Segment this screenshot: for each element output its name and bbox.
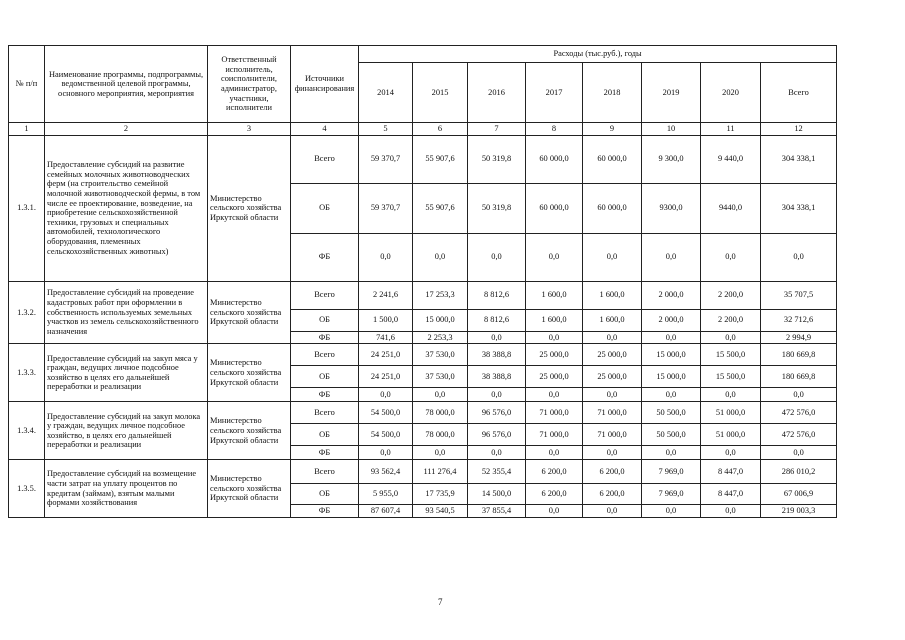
total-value: 286 010,2 (761, 460, 837, 484)
year-value: 59 370,7 (359, 183, 413, 233)
funding-source: Всего (291, 402, 359, 424)
year-value: 78 000,0 (413, 424, 468, 446)
item-name: Предоставление субсидий на развитие семейных молочных животноводческих ферм (на строительство семейной молочной животноводческой фермы, в том числе ее проектирование, возведение, на приобретение сельскохозяйственной техники, грузовых и специальных автомобилей, технологического оборудования, племенных сельскохозяйственных животных) (45, 135, 208, 281)
year-value: 50 500,0 (642, 424, 701, 446)
year-value: 111 276,4 (413, 460, 468, 484)
year-value: 0,0 (701, 505, 761, 518)
year-value: 71 000,0 (583, 402, 642, 424)
year-value: 0,0 (583, 233, 642, 281)
funding-source: Всего (291, 135, 359, 183)
total-value: 472 576,0 (761, 402, 837, 424)
year-value: 0,0 (583, 505, 642, 518)
year-value: 6 200,0 (583, 484, 642, 505)
year-value: 0,0 (642, 446, 701, 460)
year-value: 0,0 (526, 505, 583, 518)
column-number: 7 (468, 123, 526, 136)
year-value: 7 969,0 (642, 484, 701, 505)
total-value: 219 003,3 (761, 505, 837, 518)
year-value: 741,6 (359, 331, 413, 344)
item-responsible: Министерство сельского хозяйства Иркутской области (208, 281, 291, 344)
year-value: 2 200,0 (701, 281, 761, 309)
year-value: 8 812,6 (468, 281, 526, 309)
column-number: 1 (9, 123, 45, 136)
total-value: 180 669,8 (761, 344, 837, 366)
funding-source: ФБ (291, 331, 359, 344)
year-value: 50 319,8 (468, 183, 526, 233)
year-value: 60 000,0 (583, 183, 642, 233)
year-value: 6 200,0 (526, 484, 583, 505)
year-value: 17 253,3 (413, 281, 468, 309)
table-row (9, 281, 837, 309)
funding-source: Всего (291, 460, 359, 484)
funding-source: ОБ (291, 424, 359, 446)
year-value: 0,0 (701, 388, 761, 402)
year-value: 0,0 (468, 388, 526, 402)
header-source: Источники финансирования (291, 46, 359, 123)
year-value: 2 241,6 (359, 281, 413, 309)
year-value: 0,0 (359, 446, 413, 460)
funding-source: Всего (291, 344, 359, 366)
year-value: 38 388,8 (468, 344, 526, 366)
item-number: 1.3.1. (9, 135, 45, 281)
header-year: 2016 (468, 63, 526, 123)
year-value: 6 200,0 (583, 460, 642, 484)
column-number: 6 (413, 123, 468, 136)
year-value: 0,0 (468, 446, 526, 460)
year-value: 52 355,4 (468, 460, 526, 484)
year-value: 55 907,6 (413, 183, 468, 233)
header-name: Наименование программы, подпрограммы, ведомственной целевой программы, основного мероприятия, мероприятия (45, 46, 208, 123)
header-row-1 (9, 46, 837, 63)
year-value: 6 200,0 (526, 460, 583, 484)
year-value: 1 600,0 (526, 281, 583, 309)
year-value: 0,0 (359, 233, 413, 281)
year-value: 0,0 (526, 331, 583, 344)
year-value: 1 500,0 (359, 309, 413, 331)
funding-source: Всего (291, 281, 359, 309)
funding-source: ФБ (291, 446, 359, 460)
year-value: 14 500,0 (468, 484, 526, 505)
funding-source: ФБ (291, 505, 359, 518)
item-number: 1.3.3. (9, 344, 45, 402)
year-value: 9 300,0 (642, 135, 701, 183)
year-value: 96 576,0 (468, 402, 526, 424)
table-row (9, 344, 837, 366)
column-number: 8 (526, 123, 583, 136)
year-value: 0,0 (701, 446, 761, 460)
year-value: 24 251,0 (359, 344, 413, 366)
column-number: 3 (208, 123, 291, 136)
year-value: 38 388,8 (468, 366, 526, 388)
year-value: 50 319,8 (468, 135, 526, 183)
year-value: 71 000,0 (526, 402, 583, 424)
table-row (9, 402, 837, 424)
year-value: 37 530,0 (413, 366, 468, 388)
year-value: 8 812,6 (468, 309, 526, 331)
budget-table (8, 45, 837, 518)
header-year: 2014 (359, 63, 413, 123)
year-value: 0,0 (468, 331, 526, 344)
year-value: 0,0 (526, 446, 583, 460)
year-value: 8 447,0 (701, 460, 761, 484)
item-responsible: Министерство сельского хозяйства Иркутской области (208, 135, 291, 281)
year-value: 0,0 (583, 388, 642, 402)
year-value: 5 955,0 (359, 484, 413, 505)
year-value: 24 251,0 (359, 366, 413, 388)
column-number: 9 (583, 123, 642, 136)
year-value: 0,0 (526, 388, 583, 402)
column-number: 10 (642, 123, 701, 136)
year-value: 25 000,0 (583, 344, 642, 366)
header-responsible: Ответственный исполнитель, соисполнители, администратор, участники, исполнители (208, 46, 291, 123)
header-total: Всего (761, 63, 837, 123)
year-value: 0,0 (642, 388, 701, 402)
year-value: 93 540,5 (413, 505, 468, 518)
year-value: 60 000,0 (526, 135, 583, 183)
item-number: 1.3.4. (9, 402, 45, 460)
header-year: 2020 (701, 63, 761, 123)
year-value: 1 600,0 (526, 309, 583, 331)
year-value: 7 969,0 (642, 460, 701, 484)
year-value: 54 500,0 (359, 424, 413, 446)
year-value: 0,0 (413, 388, 468, 402)
year-value: 0,0 (526, 233, 583, 281)
year-value: 78 000,0 (413, 402, 468, 424)
column-number: 5 (359, 123, 413, 136)
year-value: 37 855,4 (468, 505, 526, 518)
year-value: 25 000,0 (583, 366, 642, 388)
funding-source: ОБ (291, 484, 359, 505)
funding-source: ФБ (291, 388, 359, 402)
year-value: 1 600,0 (583, 281, 642, 309)
total-value: 32 712,6 (761, 309, 837, 331)
year-value: 0,0 (701, 233, 761, 281)
item-responsible: Министерство сельского хозяйства Иркутской области (208, 344, 291, 402)
year-value: 87 607,4 (359, 505, 413, 518)
funding-source: ФБ (291, 233, 359, 281)
total-value: 0,0 (761, 233, 837, 281)
year-value: 2 200,0 (701, 309, 761, 331)
year-value: 0,0 (583, 331, 642, 344)
funding-source: ОБ (291, 309, 359, 331)
header-year: 2019 (642, 63, 701, 123)
year-value: 25 000,0 (526, 366, 583, 388)
year-value: 1 600,0 (583, 309, 642, 331)
total-value: 35 707,5 (761, 281, 837, 309)
year-value: 51 000,0 (701, 424, 761, 446)
year-value: 8 447,0 (701, 484, 761, 505)
year-value: 60 000,0 (583, 135, 642, 183)
year-value: 0,0 (642, 233, 701, 281)
year-value: 9300,0 (642, 183, 701, 233)
year-value: 15 500,0 (701, 344, 761, 366)
year-value: 2 000,0 (642, 281, 701, 309)
year-value: 0,0 (583, 446, 642, 460)
total-value: 0,0 (761, 388, 837, 402)
item-responsible: Министерство сельского хозяйства Иркутской области (208, 460, 291, 518)
year-value: 15 000,0 (642, 344, 701, 366)
year-value: 2 253,3 (413, 331, 468, 344)
header-year: 2017 (526, 63, 583, 123)
page-number: 7 (438, 597, 443, 607)
year-value: 15 000,0 (642, 366, 701, 388)
year-value: 71 000,0 (526, 424, 583, 446)
table-row (9, 460, 837, 484)
column-number: 12 (761, 123, 837, 136)
header-num: № п/п (9, 46, 45, 123)
year-value: 54 500,0 (359, 402, 413, 424)
year-value: 0,0 (413, 446, 468, 460)
year-value: 0,0 (359, 388, 413, 402)
item-name: Предоставление субсидий на закуп молока у граждан, ведущих личное подсобное хозяйство, в целях его дальнейшей переработки и реализации (45, 402, 208, 460)
item-name: Предоставление субсидий на проведение кадастровых работ при оформлении в собственность используемых земельных участков из земель сельскохозяйственного назначения (45, 281, 208, 344)
total-value: 2 994,9 (761, 331, 837, 344)
year-value: 0,0 (642, 331, 701, 344)
header-year: 2015 (413, 63, 468, 123)
funding-source: ОБ (291, 366, 359, 388)
year-value: 9 440,0 (701, 135, 761, 183)
header-expenses: Расходы (тыс.руб.), годы (359, 46, 837, 63)
funding-source: ОБ (291, 183, 359, 233)
year-value: 96 576,0 (468, 424, 526, 446)
column-number: 11 (701, 123, 761, 136)
column-number-row (9, 123, 837, 136)
total-value: 0,0 (761, 446, 837, 460)
item-number: 1.3.5. (9, 460, 45, 518)
year-value: 0,0 (642, 505, 701, 518)
year-value: 55 907,6 (413, 135, 468, 183)
year-value: 60 000,0 (526, 183, 583, 233)
total-value: 304 338,1 (761, 135, 837, 183)
year-value: 15 000,0 (413, 309, 468, 331)
item-number: 1.3.2. (9, 281, 45, 344)
year-value: 59 370,7 (359, 135, 413, 183)
total-value: 67 006,9 (761, 484, 837, 505)
year-value: 51 000,0 (701, 402, 761, 424)
year-value: 17 735,9 (413, 484, 468, 505)
total-value: 304 338,1 (761, 183, 837, 233)
year-value: 15 500,0 (701, 366, 761, 388)
year-value: 25 000,0 (526, 344, 583, 366)
year-value: 2 000,0 (642, 309, 701, 331)
column-number: 4 (291, 123, 359, 136)
column-number: 2 (45, 123, 208, 136)
year-value: 0,0 (413, 233, 468, 281)
total-value: 180 669,8 (761, 366, 837, 388)
item-name: Предоставление субсидий на возмещение части затрат на уплату процентов по кредитам (займам), взятым малыми формами хозяйствования (45, 460, 208, 518)
header-year: 2018 (583, 63, 642, 123)
year-value: 0,0 (468, 233, 526, 281)
year-value: 9440,0 (701, 183, 761, 233)
item-name: Предоставление субсидий на закуп мяса у граждан, ведущих личное подсобное хозяйство в целях его дальнейшей переработки и реализации (45, 344, 208, 402)
item-responsible: Министерство сельского хозяйства Иркутской области (208, 402, 291, 460)
year-value: 71 000,0 (583, 424, 642, 446)
year-value: 0,0 (701, 331, 761, 344)
year-value: 93 562,4 (359, 460, 413, 484)
year-value: 50 500,0 (642, 402, 701, 424)
total-value: 472 576,0 (761, 424, 837, 446)
table-row (9, 135, 837, 183)
year-value: 37 530,0 (413, 344, 468, 366)
